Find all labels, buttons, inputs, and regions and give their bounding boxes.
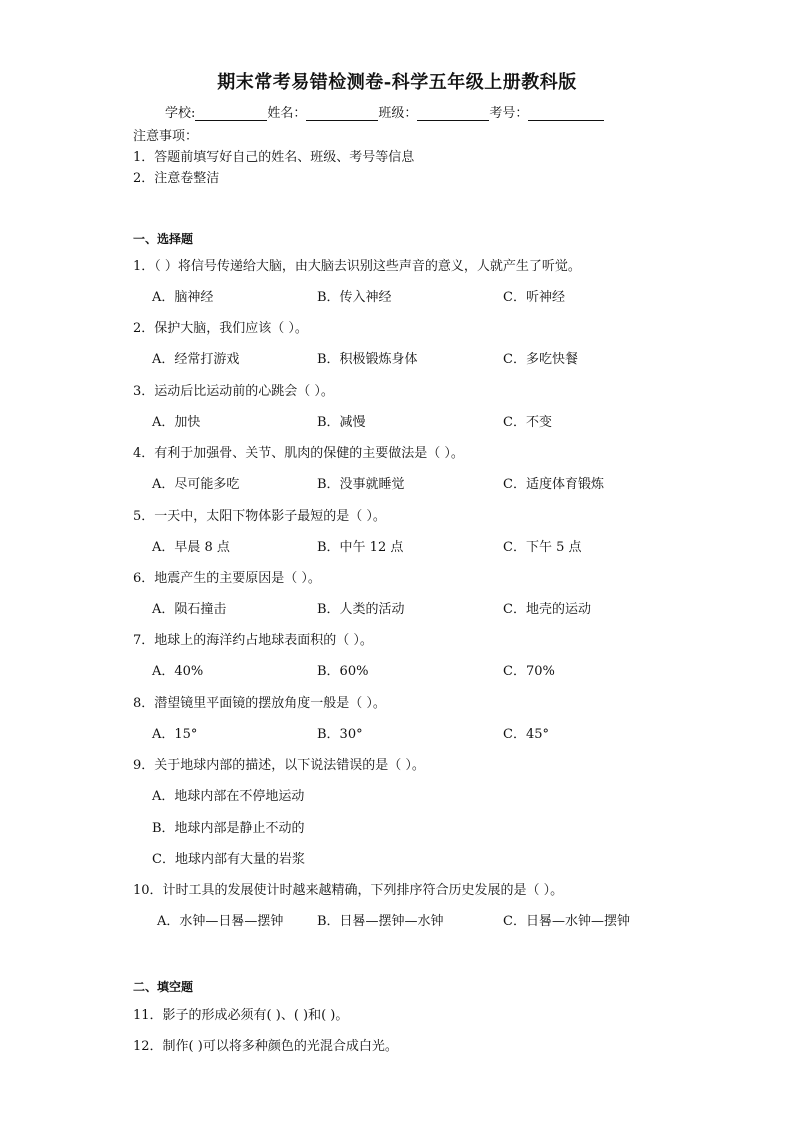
- school-label: 学校:: [165, 106, 196, 121]
- note-item: 1．答题前填写好自己的姓名、班级、考号等信息: [133, 150, 415, 165]
- option: B．传入神经: [317, 290, 392, 305]
- option: B．没事就睡觉: [317, 477, 405, 492]
- option: B．地球内部是静止不动的: [152, 821, 305, 836]
- option: A．早晨 8 点: [152, 540, 230, 555]
- option: A．加快: [152, 415, 201, 430]
- section-heading-choice: 一、选择题: [133, 232, 194, 246]
- question-12: 12．制作( )可以将多种颜色的光混合成白光。: [133, 1039, 398, 1054]
- question-10: 10．计时工具的发展使计时越来越精确，下列排序符合历史发展的是（ ）。: [133, 883, 564, 898]
- option: C．地球内部有大量的岩浆: [152, 852, 305, 867]
- option: C．不变: [503, 415, 552, 430]
- option: A．尽可能多吃: [152, 477, 240, 492]
- option: C．下午 5 点: [503, 540, 582, 555]
- option: B．中午 12 点: [317, 540, 404, 555]
- class-label: 班级：: [378, 106, 418, 121]
- question-4: 4．有利于加强骨、关节、肌肉的保健的主要做法是（ ）。: [133, 446, 464, 461]
- exam-no-label: 考号：: [489, 106, 529, 121]
- page-title: 期末常考易错检测卷-科学五年级上册教科版: [217, 72, 577, 93]
- name-blank[interactable]: [306, 106, 378, 121]
- option: A．地球内部在不停地运动: [152, 789, 305, 804]
- option: B．日晷—摆钟—水钟: [317, 914, 444, 929]
- option: A．经常打游戏: [152, 352, 240, 367]
- option: B．30°: [317, 727, 363, 742]
- question-2: 2．保护大脑，我们应该（ ）。: [133, 321, 308, 336]
- option: C．适度体育锻炼: [503, 477, 604, 492]
- question-6: 6．地震产生的主要原因是（ ）。: [133, 571, 321, 586]
- option: B．减慢: [317, 415, 366, 430]
- question-11: 11．影子的形成必须有( )、( )和( )。: [133, 1008, 349, 1023]
- option: C．听神经: [503, 290, 565, 305]
- option: C．地壳的运动: [503, 602, 591, 617]
- option: C．70%: [503, 664, 555, 679]
- notes-heading: 注意事项：: [133, 129, 199, 144]
- option: C．45°: [503, 727, 549, 742]
- option: A．40%: [152, 664, 204, 679]
- exam-no-blank[interactable]: [528, 106, 604, 121]
- question-5: 5．一天中，太阳下物体影子最短的是（ ）。: [133, 509, 386, 524]
- name-label: 姓名：: [267, 106, 307, 121]
- school-blank[interactable]: [195, 106, 267, 121]
- note-item: 2．注意卷整洁: [133, 171, 220, 186]
- question-3: 3．运动后比运动前的心跳会（ ）。: [133, 384, 334, 399]
- question-7: 7．地球上的海洋约占地球表面积的（ ）。: [133, 633, 373, 648]
- option: B．积极锻炼身体: [317, 352, 418, 367]
- student-info-row: [165, 102, 604, 121]
- question-9: 9．关于地球内部的描述，以下说法错误的是（ ）。: [133, 758, 425, 773]
- question-1: 1．（ ）将信号传递给大脑，由大脑去识别这些声音的意义，人就产生了听觉。: [133, 259, 581, 274]
- option: A．脑神经: [152, 290, 214, 305]
- option: B．60%: [317, 664, 369, 679]
- section-heading-fill: 二、填空题: [133, 980, 194, 994]
- class-blank[interactable]: [417, 106, 489, 121]
- question-8: 8．潜望镜里平面镜的摆放角度一般是（ ）。: [133, 696, 386, 711]
- option: A．陨石撞击: [152, 602, 227, 617]
- option: C．多吃快餐: [503, 352, 578, 367]
- option: B．人类的活动: [317, 602, 405, 617]
- option: A．水钟—日晷—摆钟: [157, 914, 284, 929]
- option: A．15°: [152, 727, 198, 742]
- option: C．日晷—水钟—摆钟: [503, 914, 630, 929]
